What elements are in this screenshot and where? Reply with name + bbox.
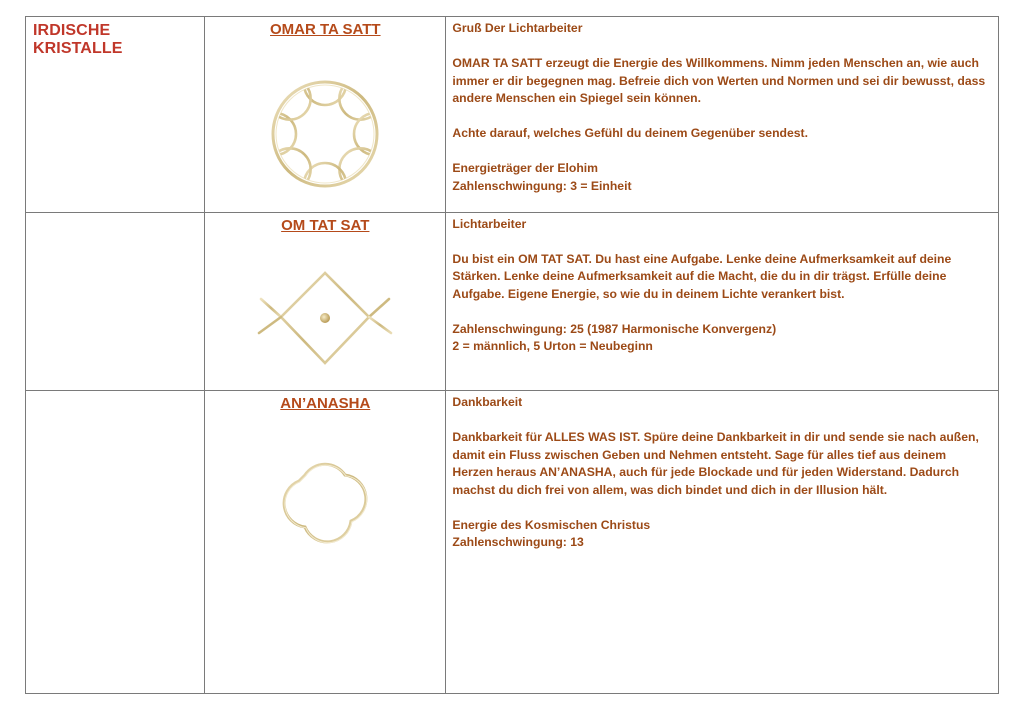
empty-cell: [26, 391, 205, 694]
description-line: 2 = männlich, 5 Urton = Neubeginn: [452, 339, 653, 354]
section-title: IRDISCHE KRISTALLE: [33, 22, 123, 57]
description-line: Zahlenschwingung: 13: [452, 535, 584, 550]
crystal-name: OM TAT SAT: [281, 216, 370, 234]
description-line: Zahlenschwingung: 3 = Einheit: [452, 178, 632, 193]
description-paragraph: OMAR TA SATT erzeugt die Energie des Willkommens. Nimm jeden Menschen an, wie auch immer er dir begegnen mag. Befreie dich von Werten und Normen und sei dir bewusst, dass andere Menschen ein Spiegel sein können.: [452, 56, 986, 105]
quatrefoil-icon: [265, 441, 385, 561]
crystal-name: OMAR TA SATT: [270, 21, 381, 38]
description-line: Energieträger der Elohim: [452, 161, 599, 175]
crystal-symbol-cell: [205, 391, 446, 694]
crystal-table: [25, 16, 999, 694]
description-paragraph: Achte darauf, welches Gefühl du deinem Gegenüber sendest.: [452, 126, 808, 140]
description-paragraph: Dankbarkeit für ALLES WAS IST. Spüre deine Dankbarkeit in dir und sende sie nach außen, damit ein Fluss zwischen Geben und Nehmen entsteht. Sage für alles tief aus deinem Herzen heraus AN’ANASHA, auch für jede Blockade und für jeden Widerstand. Dadurch machst du dich frei von allem, was dich bindet und dich in der Illusion hält.: [452, 430, 979, 497]
empty-cell: [26, 212, 205, 391]
crystal-description-cell: [446, 212, 999, 391]
description-heading: Gruß Der Lichtarbeiter: [452, 21, 583, 35]
description-line: Energie des Kosmischen Christus: [452, 517, 651, 532]
table-row: [26, 212, 999, 391]
crystal-symbol-cell: [205, 212, 446, 391]
crystal-symbol-cell: [205, 17, 446, 213]
description-heading: Lichtarbeiter: [452, 216, 527, 231]
description-paragraph: Du bist ein OM TAT SAT. Du hast eine Aufgabe. Lenke deine Aufmerksamkeit auf deine Stärken. Lenke deine Aufmerksamkeit auf die Macht, die du in dir trägst. Erfülle deine Aufgabe. Eigene Energie, so wie du in deinem Lichte verankert bist.: [452, 251, 952, 301]
table-row: [26, 17, 999, 213]
diamond-with-dot-icon: [255, 267, 395, 377]
circle-of-arcs-icon: [270, 79, 380, 189]
crystal-description-cell: [446, 17, 999, 213]
table-row: [26, 391, 999, 694]
crystal-name: AN’ANASHA: [280, 395, 371, 413]
description-line: Zahlenschwingung: 25 (1987 Harmonische Konvergenz): [452, 321, 777, 336]
crystal-description-cell: [446, 391, 999, 694]
description-heading: Dankbarkeit: [452, 395, 523, 410]
section-cell: [26, 17, 205, 213]
